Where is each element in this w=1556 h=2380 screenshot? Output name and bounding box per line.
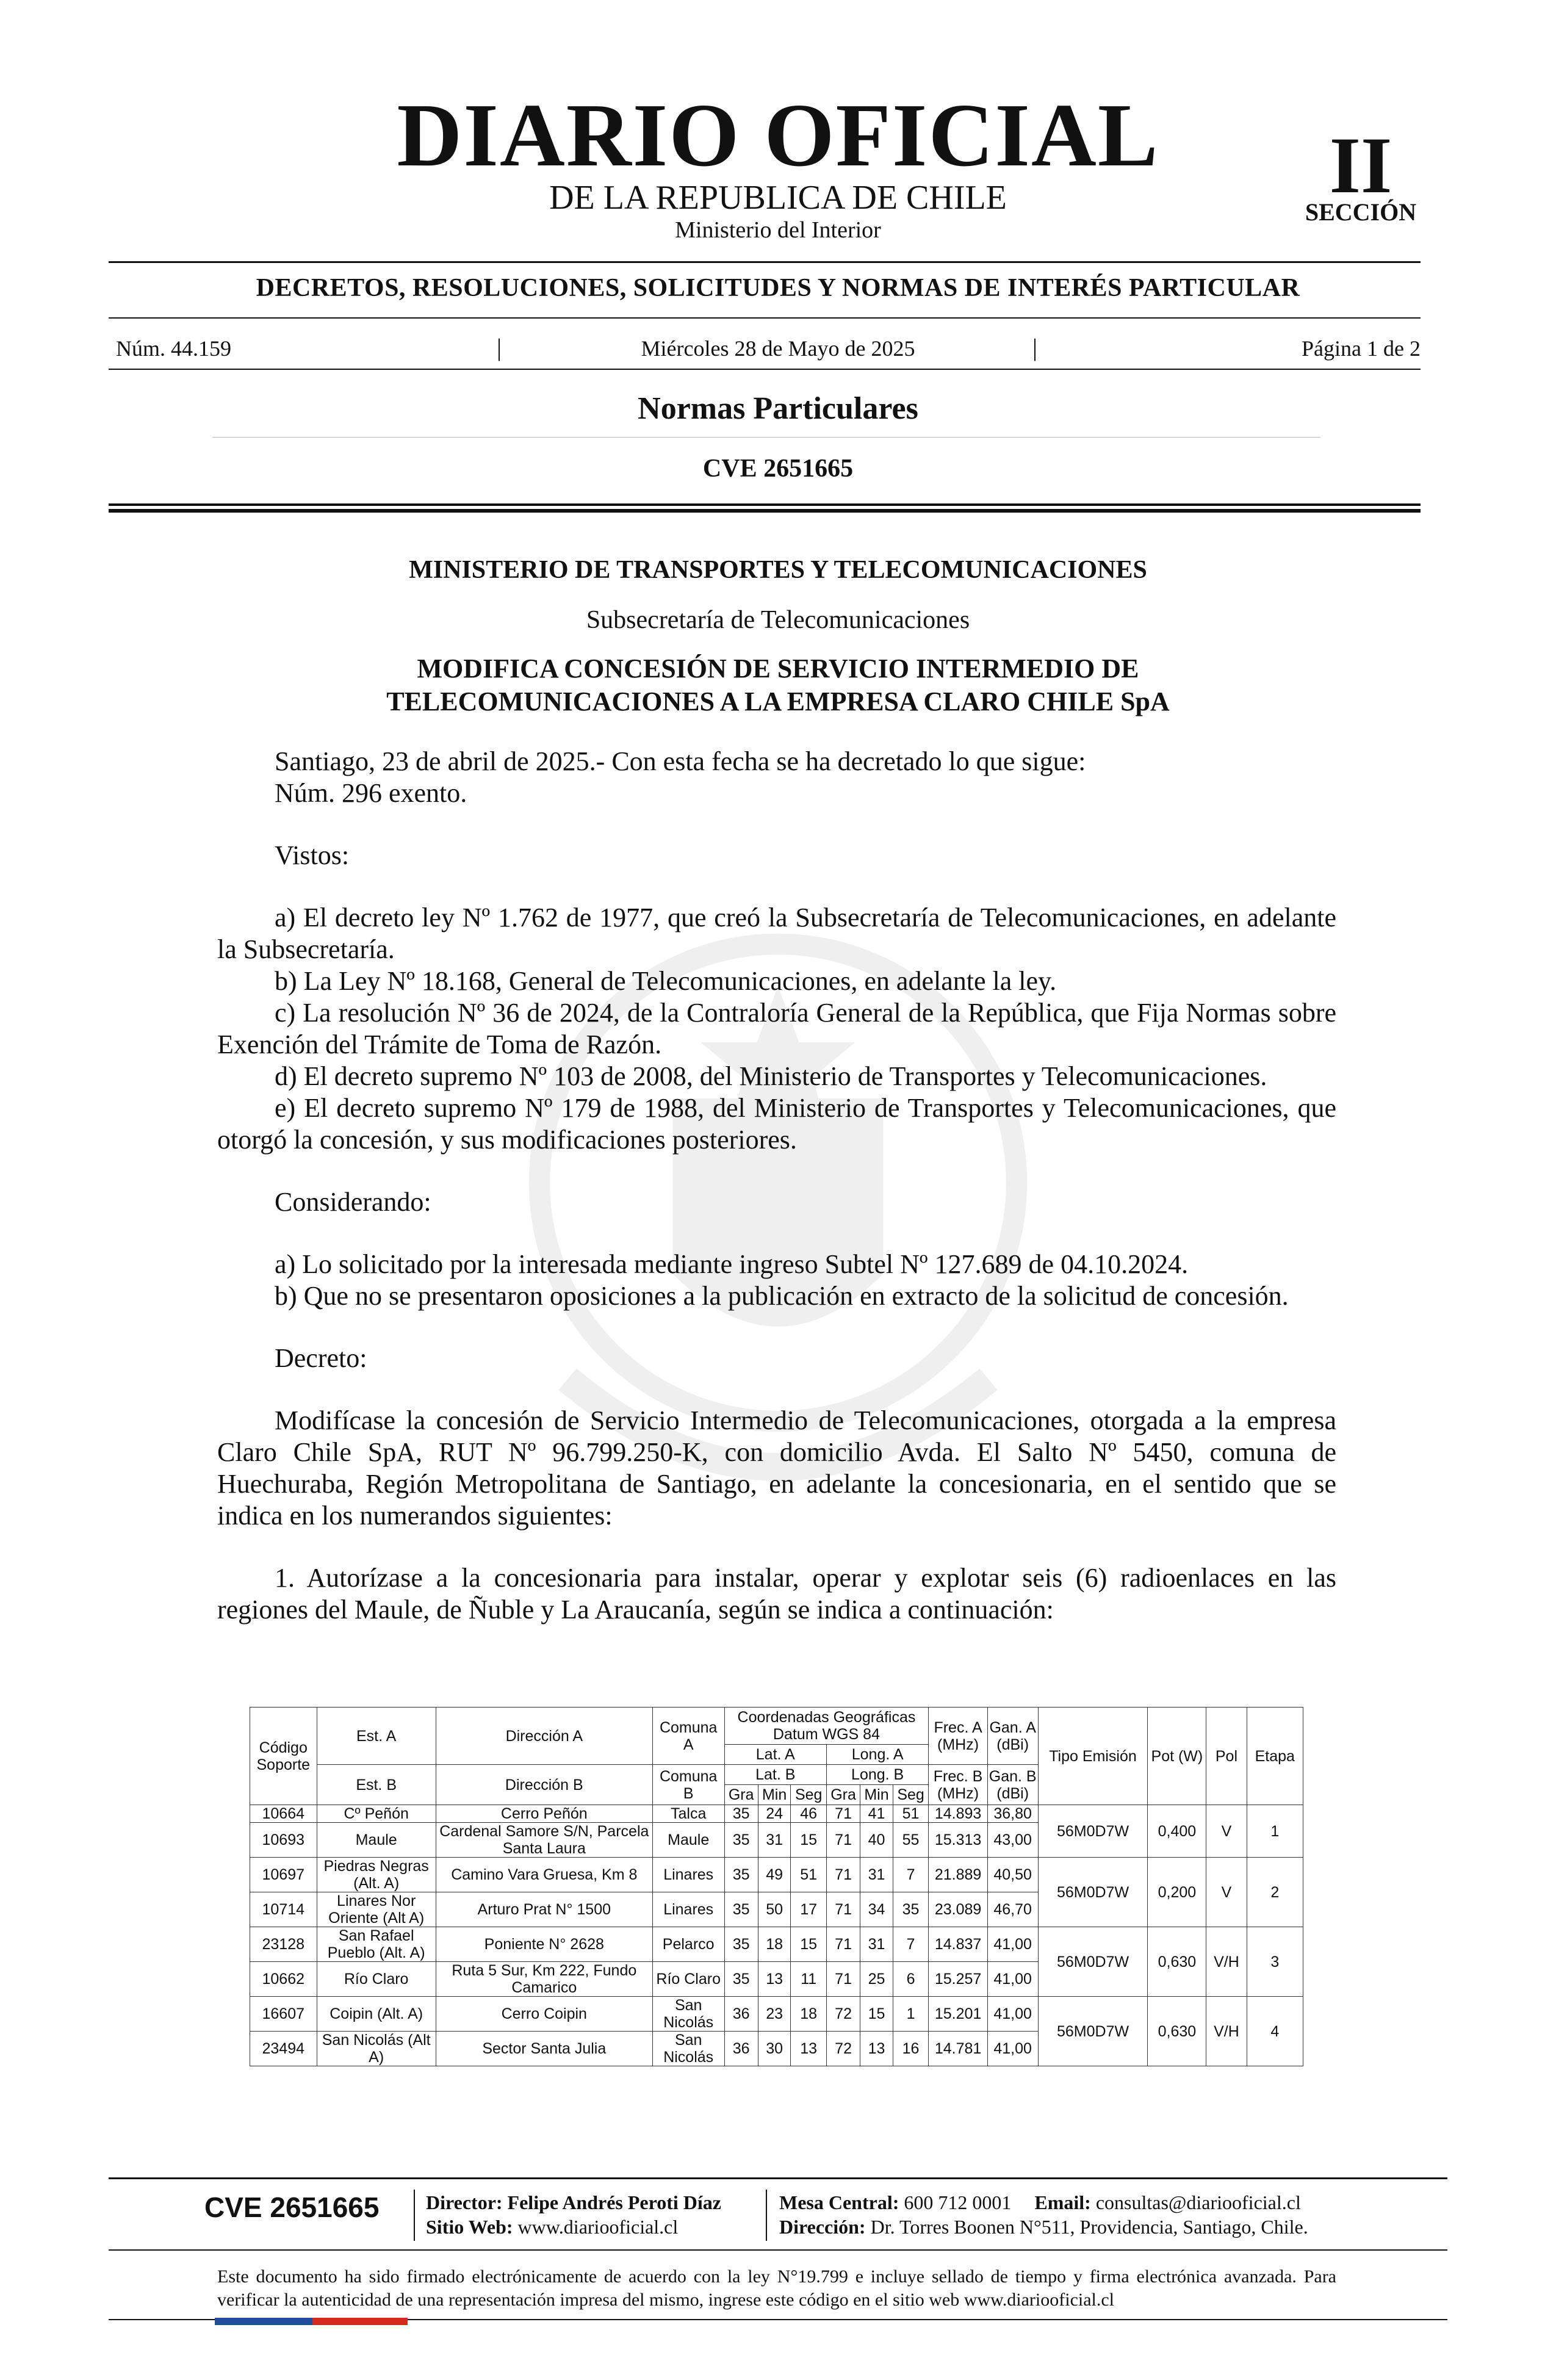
cell-codigo: 23128	[250, 1927, 317, 1962]
cell-dir: Camino Vara Gruesa, Km 8	[436, 1858, 652, 1892]
cell-comuna: Río Claro	[652, 1962, 724, 1997]
cell-lat-s: 51	[791, 1858, 827, 1892]
cell-lat-m: 31	[758, 1823, 791, 1858]
cell-lon-m: 41	[860, 1805, 893, 1823]
cell-tipo: 56M0D7W	[1038, 1805, 1148, 1858]
cell-lon-g: 71	[826, 1927, 860, 1962]
website-link[interactable]: www.diariooficial.cl	[517, 2216, 679, 2238]
header-min: Min	[860, 1785, 893, 1805]
table-row	[250, 1858, 1303, 1892]
double-rule-top	[109, 503, 1421, 506]
cell-frec: 21.889	[929, 1858, 987, 1892]
issue-date: Miércoles 28 de Mayo de 2025	[641, 336, 915, 361]
cell-lat-s: 15	[791, 1823, 827, 1858]
intro-number-line: Núm. 296 exento.	[275, 778, 467, 808]
masthead-ministry: Ministerio del Interior	[675, 217, 881, 243]
direccion-text: Dr. Torres Boonen N°511, Providencia, Santiago, Chile.	[870, 2216, 1308, 2238]
direccion-label: Dirección:	[779, 2216, 866, 2238]
cell-lat-s: 17	[791, 1892, 827, 1927]
normas-title: Normas Particulares	[638, 391, 918, 426]
cell-lat-m: 24	[758, 1805, 791, 1823]
cell-gan: 46,70	[987, 1892, 1038, 1927]
cell-lon-s: 55	[893, 1823, 929, 1858]
cell-codigo: 10664	[250, 1805, 317, 1823]
header-dir-b: Dirección B	[436, 1765, 652, 1805]
cell-dir: Sector Santa Julia	[436, 2032, 652, 2066]
cell-gan: 41,00	[987, 1997, 1038, 2032]
web-label: Sitio Web:	[426, 2216, 513, 2238]
cell-gan: 36,80	[987, 1805, 1038, 1823]
header-long-a: Long. A	[826, 1745, 928, 1765]
page-indicator: Página 1 de 2	[1302, 336, 1421, 361]
table-row	[250, 1927, 1303, 1962]
cell-lat-s: 15	[791, 1927, 827, 1962]
cell-est: Coipin (Alt. A)	[317, 1997, 436, 2032]
cell-lon-g: 71	[826, 1805, 860, 1823]
cell-pot: 0,200	[1148, 1858, 1206, 1927]
legal-notice: Este documento ha sido firmado electrónicamente de acuerdo con la ley N°19.799 e incluye sellado de tiempo y firma electrónica avanzada. Para verificar la autenticidad de una representación impresa del mismo, ingrese este código en el sitio web www.diariooficial.cl	[217, 2266, 1336, 2310]
cell-lat-m: 30	[758, 2032, 791, 2066]
cell-codigo: 10697	[250, 1858, 317, 1892]
cell-est: Cº Peñón	[317, 1805, 436, 1823]
cell-lat-g: 35	[724, 1805, 758, 1823]
intro-date-line: Santiago, 23 de abril de 2025.- Con esta fecha se ha decretado lo que sigue:	[275, 746, 1086, 776]
header-tipo: Tipo Emisión	[1038, 1707, 1148, 1805]
cell-frec: 14.837	[929, 1927, 987, 1962]
considerando-b: b) Que no se presentaron oposiciones a la publicación en extracto de la solicitud de concesión.	[275, 1281, 1289, 1311]
cell-gan: 41,00	[987, 1962, 1038, 1997]
cell-frec: 15.313	[929, 1823, 987, 1858]
cell-lat-s: 13	[791, 2032, 827, 2066]
header-pol: Pol	[1206, 1707, 1247, 1805]
footer-cve: CVE 2651665	[204, 2191, 380, 2223]
subsecretaria: Subsecretaría de Telecomunicaciones	[586, 606, 970, 634]
cell-pot: 0,630	[1148, 1997, 1206, 2066]
cell-etapa: 1	[1247, 1805, 1303, 1858]
cell-dir: Arturo Prat N° 1500	[436, 1892, 652, 1927]
cell-lon-m: 13	[860, 2032, 893, 2066]
cell-lat-m: 50	[758, 1892, 791, 1927]
cell-dir: Poniente N° 2628	[436, 1927, 652, 1962]
cell-gan: 43,00	[987, 1823, 1038, 1858]
decreto-label: Decreto:	[275, 1343, 367, 1373]
cell-lon-m: 34	[860, 1892, 893, 1927]
cell-lon-g: 72	[826, 2032, 860, 2066]
header-coords: Coordenadas Geográficas Datum WGS 84	[724, 1707, 929, 1745]
header-etapa: Etapa	[1247, 1707, 1303, 1805]
footer-rule-top	[109, 2177, 1447, 2179]
section-label: SECCIÓN	[1305, 198, 1417, 226]
decree-title-line2: TELECOMUNICACIONES A LA EMPRESA CLARO CHILE SpA	[386, 687, 1170, 716]
cell-comuna: Maule	[652, 1823, 724, 1858]
footer-director	[426, 2191, 721, 2214]
masthead-subtitle: DE LA REPUBLICA DE CHILE	[549, 179, 1007, 217]
decree-title-line1: MODIFICA CONCESIÓN DE SERVICIO INTERMEDIO DE	[417, 654, 1139, 683]
header-est-a: Est. A	[317, 1707, 436, 1765]
cell-lon-g: 72	[826, 1997, 860, 2032]
cell-lat-m: 13	[758, 1962, 791, 1997]
visto-e: e) El decreto supremo Nº 179 de 1988, del Ministerio de Transportes y Telecomunicaciones, que otorgó la concesión, y sus modificaciones posteriores.	[217, 1093, 1336, 1155]
cell-lat-g: 35	[724, 1858, 758, 1892]
cell-comuna: Linares	[652, 1892, 724, 1927]
cell-lat-g: 35	[724, 1927, 758, 1962]
separator: |	[1032, 334, 1038, 361]
cell-dir: Ruta 5 Sur, Km 222, Fundo Camarico	[436, 1962, 652, 1997]
cell-dir: Cerro Coipin	[436, 1997, 652, 2032]
cell-codigo: 16607	[250, 1997, 317, 2032]
cell-comuna: Talca	[652, 1805, 724, 1823]
cell-lat-s: 18	[791, 1997, 827, 2032]
cell-gan: 40,50	[987, 1858, 1038, 1892]
header-codigo: Código Soporte	[250, 1707, 317, 1805]
cell-lon-s: 35	[893, 1892, 929, 1927]
mesa-phone: 600 712 0001	[904, 2191, 1012, 2213]
cell-tipo: 56M0D7W	[1038, 1858, 1148, 1927]
footer-divider	[766, 2190, 767, 2241]
cell-gan: 41,00	[987, 2032, 1038, 2066]
flag-stripe-blue	[215, 2318, 312, 2325]
considerando-a: a) Lo solicitado por la interesada mediante ingreso Subtel Nº 127.689 de 04.10.2024.	[275, 1249, 1189, 1279]
header-dir-a: Dirección A	[436, 1707, 652, 1765]
masthead-title: DIARIO OFICIAL	[397, 85, 1159, 186]
visto-c: c) La resolución Nº 36 de 2024, de la Contraloría General de la República, que Fija Normas sobre Exención del Trámite de Toma de Razón.	[217, 998, 1336, 1059]
cell-etapa: 3	[1247, 1927, 1303, 1997]
cell-lat-s: 46	[791, 1805, 827, 1823]
header-pot: Pot (W)	[1148, 1707, 1206, 1805]
director-name: Felipe Andrés Peroti Díaz	[507, 2191, 721, 2213]
cell-frec: 15.201	[929, 1997, 987, 2032]
flag-stripe-red	[312, 2318, 408, 2325]
cell-lon-g: 71	[826, 1858, 860, 1892]
cell-gan: 41,00	[987, 1927, 1038, 1962]
header-min: Min	[758, 1785, 791, 1805]
header-gra: Gra	[826, 1785, 860, 1805]
header-est-b: Est. B	[317, 1765, 436, 1805]
header-lat-b: Lat. B	[724, 1765, 826, 1785]
footer-divider	[414, 2190, 415, 2241]
cell-est: San Nicolás (Alt A)	[317, 2032, 436, 2066]
decree-body	[217, 746, 1336, 1626]
visto-a: a) El decreto ley Nº 1.762 de 1977, que creó la Subsecretaría de Telecomunicaciones, en adelante la Subsecretaría.	[217, 903, 1336, 964]
cell-lon-s: 51	[893, 1805, 929, 1823]
email-link[interactable]: consultas@diariooficial.cl	[1095, 2191, 1301, 2213]
cell-lon-g: 71	[826, 1962, 860, 1997]
cell-lon-m: 15	[860, 1997, 893, 2032]
cell-pol: V/H	[1206, 1927, 1247, 1997]
decreto-text: Modifícase la concesión de Servicio Intermedio de Telecomunicaciones, otorgada a la empresa Claro Chile SpA, RUT Nº 96.799.250-K, con domicilio Avda. El Salto Nº 5450, comuna de Huechuraba, Región Metropolitana de Santiago, en adelante la concesionaria, en el sentido que se indica en los numerandos siguientes:	[217, 1405, 1336, 1531]
cell-lat-g: 35	[724, 1962, 758, 1997]
cell-lat-m: 23	[758, 1997, 791, 2032]
cell-comuna: San Nicolás	[652, 1997, 724, 2032]
header-gra: Gra	[724, 1785, 758, 1805]
header-gan-b: Gan. B (dBi)	[987, 1765, 1038, 1805]
cell-lon-m: 40	[860, 1823, 893, 1858]
footer-rule-mid	[109, 2249, 1447, 2251]
cell-lon-m: 25	[860, 1962, 893, 1997]
cell-comuna: Linares	[652, 1858, 724, 1892]
cell-lat-g: 36	[724, 1997, 758, 2032]
info-rule-top	[109, 317, 1421, 319]
cell-tipo: 56M0D7W	[1038, 1927, 1148, 1997]
footer-mesa-central	[779, 2191, 1301, 2214]
cell-codigo: 10714	[250, 1892, 317, 1927]
cell-dir: Cardenal Samore S/N, Parcela Santa Laura	[436, 1823, 652, 1858]
header-comuna-b: Comuna B	[652, 1765, 724, 1805]
cell-lon-s: 7	[893, 1858, 929, 1892]
header-seg: Seg	[893, 1785, 929, 1805]
cell-est: Linares Nor Oriente (Alt A)	[317, 1892, 436, 1927]
header-rule	[109, 261, 1421, 263]
section-number: II	[1329, 120, 1392, 210]
radioenlaces-table	[250, 1707, 1303, 2066]
item-1: 1. Autorízase a la concesionaria para instalar, operar y explotar seis (6) radioenlaces en las regiones del Maule, de Ñuble y La Araucanía, según se indica a continuación:	[217, 1563, 1336, 1625]
cell-pol: V/H	[1206, 1997, 1247, 2066]
cell-lat-g: 35	[724, 1823, 758, 1858]
table-row	[250, 1997, 1303, 2032]
cell-lon-s: 16	[893, 2032, 929, 2066]
header-frec-a: Frec. A (MHz)	[929, 1707, 987, 1765]
cell-lat-s: 11	[791, 1962, 827, 1997]
issue-number: Núm. 44.159	[116, 336, 231, 361]
cell-lon-s: 1	[893, 1997, 929, 2032]
vistos-label: Vistos:	[275, 840, 350, 870]
footer-website	[426, 2215, 678, 2238]
visto-b: b) La Ley Nº 18.168, General de Telecomunicaciones, en adelante la ley.	[275, 966, 1057, 996]
double-rule-bottom	[109, 509, 1421, 513]
cell-frec: 14.893	[929, 1805, 987, 1823]
cell-est: San Rafael Pueblo (Alt. A)	[317, 1927, 436, 1962]
header-long-b: Long. B	[826, 1765, 928, 1785]
section-heading: DECRETOS, RESOLUCIONES, SOLICITUDES Y NORMAS DE INTERÉS PARTICULAR	[256, 274, 1300, 302]
cell-est: Maule	[317, 1823, 436, 1858]
cve-code: CVE 2651665	[702, 455, 854, 483]
cell-pot: 0,400	[1148, 1805, 1206, 1858]
ministry-heading: MINISTERIO DE TRANSPORTES Y TELECOMUNICACIONES	[409, 556, 1147, 584]
info-rule-bottom	[109, 369, 1421, 370]
cell-comuna: Pelarco	[652, 1927, 724, 1962]
cell-frec: 15.257	[929, 1962, 987, 1997]
director-label: Director:	[426, 2191, 503, 2213]
cell-lon-g: 71	[826, 1892, 860, 1927]
header-comuna-a: Comuna A	[652, 1707, 724, 1765]
considerando-label: Considerando:	[275, 1187, 431, 1217]
cell-lat-m: 18	[758, 1927, 791, 1962]
separator: |	[497, 334, 502, 361]
cell-lon-s: 6	[893, 1962, 929, 1997]
cell-lon-s: 7	[893, 1927, 929, 1962]
cell-lat-g: 36	[724, 2032, 758, 2066]
cell-lon-g: 71	[826, 1823, 860, 1858]
cell-frec: 23.089	[929, 1892, 987, 1927]
cell-pol: V	[1206, 1805, 1247, 1858]
cell-pol: V	[1206, 1858, 1247, 1927]
cell-dir: Cerro Peñón	[436, 1805, 652, 1823]
cell-comuna: San Nicolás	[652, 2032, 724, 2066]
email-label: Email:	[1034, 2191, 1091, 2213]
header-seg: Seg	[791, 1785, 827, 1805]
header-gan-a: Gan. A (dBi)	[987, 1707, 1038, 1765]
cell-lon-m: 31	[860, 1858, 893, 1892]
footer-address	[779, 2215, 1308, 2238]
cell-etapa: 2	[1247, 1858, 1303, 1927]
cell-codigo: 10662	[250, 1962, 317, 1997]
cell-etapa: 4	[1247, 1997, 1303, 2066]
cell-lat-g: 35	[724, 1892, 758, 1927]
cell-codigo: 10693	[250, 1823, 317, 1858]
cell-pot: 0,630	[1148, 1927, 1206, 1997]
header-lat-a: Lat. A	[724, 1745, 826, 1765]
cell-est: Río Claro	[317, 1962, 436, 1997]
cell-lat-m: 49	[758, 1858, 791, 1892]
cell-frec: 14.781	[929, 2032, 987, 2066]
mesa-label: Mesa Central:	[779, 2191, 899, 2213]
cell-codigo: 23494	[250, 2032, 317, 2066]
table-row	[250, 1805, 1303, 1823]
cell-est: Piedras Negras (Alt. A)	[317, 1858, 436, 1892]
cell-tipo: 56M0D7W	[1038, 1997, 1148, 2066]
thin-divider	[212, 437, 1320, 438]
visto-d: d) El decreto supremo Nº 103 de 2008, del Ministerio de Transportes y Telecomunicaciones.	[275, 1061, 1267, 1091]
header-frec-b: Frec. B (MHz)	[929, 1765, 987, 1805]
cell-lon-m: 31	[860, 1927, 893, 1962]
